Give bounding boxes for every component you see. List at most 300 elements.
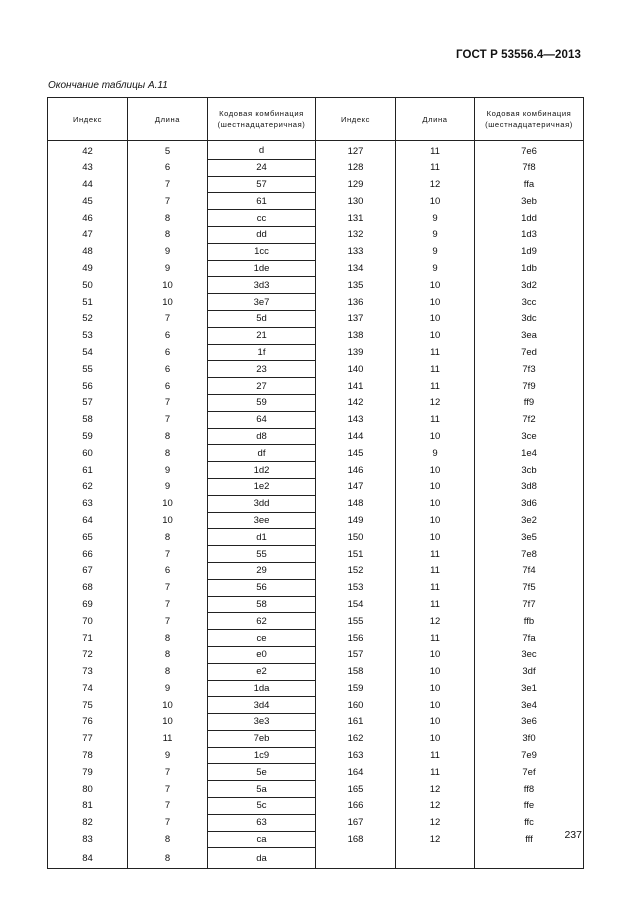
table-caption: Окончание таблицы А.11 [48,80,168,91]
table-row [48,226,584,243]
table-cell: 53 [48,327,128,344]
table-cell: 11 [396,562,475,579]
table-cell: 141 [316,378,396,395]
column-header-length: Длина [396,98,475,141]
table-cell: 129 [316,176,396,193]
table-cell: 29 [208,562,316,579]
table-cell: 3f0 [475,730,584,747]
table-row [48,596,584,613]
table-cell: 3df [475,663,584,680]
table-cell: ffb [475,613,584,630]
table-cell: 156 [316,630,396,647]
table-cell: 61 [48,462,128,479]
table-cell: 7f3 [475,361,584,378]
table-cell: 64 [208,411,316,428]
table-row [48,562,584,579]
table-row [48,478,584,495]
table-cell: 80 [48,781,128,798]
table-cell: 8 [128,831,208,848]
table-row [48,310,584,327]
table-cell: 9 [396,243,475,260]
table-cell: ffa [475,176,584,193]
table-row [48,411,584,428]
table-row [48,344,584,361]
table-row [48,378,584,395]
table-cell: 7f9 [475,378,584,395]
table-cell: 12 [396,798,475,815]
table-cell: 10 [128,697,208,714]
table-cell: 3cb [475,462,584,479]
table-cell: 143 [316,411,396,428]
table-cell: 10 [396,277,475,294]
table-cell: 8 [128,210,208,227]
table-row [48,159,584,176]
table-cell: 79 [48,764,128,781]
table-cell: 11 [396,361,475,378]
table-row [48,848,584,869]
table-cell: 12 [396,814,475,831]
table-cell: 127 [316,141,396,160]
table-cell: 11 [396,596,475,613]
column-header-length: Длина [128,98,208,141]
table-cell: 9 [128,747,208,764]
table-row [48,730,584,747]
table-cell: 10 [396,714,475,731]
table-cell: 135 [316,277,396,294]
table-cell: 155 [316,613,396,630]
table-row [48,394,584,411]
table-cell: 10 [396,495,475,512]
table-cell: 167 [316,814,396,831]
table-row [48,697,584,714]
table-cell: 1d9 [475,243,584,260]
table-cell: 42 [48,141,128,160]
table-cell: 3d3 [208,277,316,294]
table-cell: 59 [208,394,316,411]
table-cell: 44 [48,176,128,193]
table-cell: 47 [48,226,128,243]
table-cell: 52 [48,310,128,327]
table-header-row [48,98,584,141]
table-cell [316,848,396,869]
table-cell: 7 [128,613,208,630]
table-cell: 5 [128,141,208,160]
table-cell: 3ea [475,327,584,344]
table-cell: 150 [316,529,396,546]
table-cell: 6 [128,344,208,361]
table-cell: 1da [208,680,316,697]
table-cell: 58 [208,596,316,613]
table-cell: 23 [208,361,316,378]
table-cell: 7 [128,798,208,815]
table-cell: 12 [396,613,475,630]
table-cell: 75 [48,697,128,714]
table-cell: 12 [396,781,475,798]
table-cell: 63 [48,495,128,512]
table-cell: 6 [128,159,208,176]
table-cell: 11 [396,344,475,361]
table-cell: 58 [48,411,128,428]
table-cell: 46 [48,210,128,227]
table-cell: 144 [316,428,396,445]
table-cell: 132 [316,226,396,243]
table-cell: 8 [128,663,208,680]
table-cell: 1d3 [475,226,584,243]
table-cell: 10 [128,512,208,529]
table-cell: 8 [128,445,208,462]
table-cell: 133 [316,243,396,260]
table-cell: 10 [128,714,208,731]
table-cell: 162 [316,730,396,747]
table-cell [396,848,475,869]
table-cell: 134 [316,260,396,277]
table-cell: 3d8 [475,478,584,495]
table-cell: 50 [48,277,128,294]
table-cell: 43 [48,159,128,176]
table-cell: 3e1 [475,680,584,697]
table-cell: 10 [396,327,475,344]
table-cell: 55 [208,546,316,563]
table-cell: 151 [316,546,396,563]
table-cell: da [208,848,316,869]
table-cell [475,848,584,869]
table-cell: 7e9 [475,747,584,764]
table-row [48,579,584,596]
table-cell: 9 [128,243,208,260]
table-cell: 10 [128,294,208,311]
table-cell: 3e7 [208,294,316,311]
table-cell: 7 [128,579,208,596]
table-cell: 154 [316,596,396,613]
table-cell: 11 [396,159,475,176]
table-cell: 10 [396,193,475,210]
table-cell: 1f [208,344,316,361]
table-cell: 140 [316,361,396,378]
table-cell: 10 [396,680,475,697]
table-cell: 5d [208,310,316,327]
table-cell: 56 [208,579,316,596]
table-cell: 7ef [475,764,584,781]
table-cell: 45 [48,193,128,210]
table-cell: 7f5 [475,579,584,596]
table-row [48,529,584,546]
table-cell: 1de [208,260,316,277]
table-cell: ff8 [475,781,584,798]
table-cell: ffe [475,798,584,815]
table-cell: df [208,445,316,462]
table-cell: 3dc [475,310,584,327]
table-row [48,613,584,630]
table-cell: 7f7 [475,596,584,613]
table-cell: 64 [48,512,128,529]
table-cell: 9 [396,260,475,277]
table-cell: 3e4 [475,697,584,714]
table-cell: dd [208,226,316,243]
table-cell: 71 [48,630,128,647]
table-cell: e2 [208,663,316,680]
table-cell: 145 [316,445,396,462]
table-cell: 7 [128,394,208,411]
table-cell: 148 [316,495,396,512]
table-cell: 6 [128,327,208,344]
table-cell: 136 [316,294,396,311]
table-cell: 12 [396,831,475,848]
table-cell: 1cc [208,243,316,260]
table-cell: 7 [128,176,208,193]
table-cell: 81 [48,798,128,815]
table-cell: 7 [128,411,208,428]
table-row [48,243,584,260]
table-cell: 163 [316,747,396,764]
table-cell: 5a [208,781,316,798]
table-cell: 7 [128,193,208,210]
table-cell: 56 [48,378,128,395]
table-cell: 77 [48,730,128,747]
table-cell: 21 [208,327,316,344]
table-cell: 7 [128,814,208,831]
table-cell: 49 [48,260,128,277]
table-cell: 7fa [475,630,584,647]
table-cell: 7eb [208,730,316,747]
table-cell: 149 [316,512,396,529]
table-cell: 7f4 [475,562,584,579]
column-header-code: Кодовая комбинация (шестнадцатеричная) [475,98,584,141]
table-cell: 7f2 [475,411,584,428]
table-cell: d1 [208,529,316,546]
table-cell: 157 [316,646,396,663]
table-cell: 3d6 [475,495,584,512]
table-cell: 5e [208,764,316,781]
table-cell: 83 [48,831,128,848]
table-body [48,141,584,869]
table-cell: 3e5 [475,529,584,546]
table-cell: 11 [396,141,475,160]
table-cell: 11 [128,730,208,747]
table-cell: 54 [48,344,128,361]
table-cell: 11 [396,378,475,395]
table-cell: 10 [396,462,475,479]
table-cell: 1dd [475,210,584,227]
table-cell: 7 [128,596,208,613]
table-cell: 84 [48,848,128,869]
table-row [48,193,584,210]
table-cell: 8 [128,848,208,869]
table-row [48,495,584,512]
table-cell: 57 [208,176,316,193]
table-cell: 3e3 [208,714,316,731]
table-cell: 78 [48,747,128,764]
table-row [48,764,584,781]
table-row [48,141,584,160]
table-cell: 8 [128,630,208,647]
table-cell: 10 [396,697,475,714]
table-cell: 82 [48,814,128,831]
table-cell: 55 [48,361,128,378]
table-row [48,663,584,680]
table-cell: 10 [128,277,208,294]
table-cell: 9 [396,445,475,462]
table-cell: 164 [316,764,396,781]
column-header-code: Кодовая комбинация (шестнадцатеричная) [208,98,316,141]
table-cell: 7ed [475,344,584,361]
table-cell: 62 [48,478,128,495]
table-cell: cc [208,210,316,227]
table-cell: 7 [128,764,208,781]
table-cell: 65 [48,529,128,546]
table-cell: 131 [316,210,396,227]
table-cell: 3e6 [475,714,584,731]
table-row [48,210,584,227]
table-row [48,747,584,764]
table-cell: 3dd [208,495,316,512]
table-cell: 62 [208,613,316,630]
table-cell: 48 [48,243,128,260]
table-row [48,176,584,193]
table-cell: 24 [208,159,316,176]
table-cell: 9 [128,680,208,697]
table-cell: 9 [128,478,208,495]
table-cell: 3d2 [475,277,584,294]
table-cell: 159 [316,680,396,697]
table-cell: 6 [128,562,208,579]
table-cell: 1c9 [208,747,316,764]
table-row [48,512,584,529]
table-cell: 67 [48,562,128,579]
table-cell: 70 [48,613,128,630]
table-cell: 1e2 [208,478,316,495]
table-cell: 168 [316,831,396,848]
table-cell: 3ee [208,512,316,529]
table-cell: 9 [128,260,208,277]
table-cell: 10 [396,730,475,747]
table-cell: ca [208,831,316,848]
table-cell: 11 [396,764,475,781]
table-cell: 3cc [475,294,584,311]
table-cell: 146 [316,462,396,479]
table-cell: fff [475,831,584,848]
table-row [48,680,584,697]
table-cell: 138 [316,327,396,344]
table-row [48,831,584,848]
table-cell: 10 [396,294,475,311]
table-cell: 160 [316,697,396,714]
table-cell: 152 [316,562,396,579]
table-row [48,630,584,647]
table-cell: 139 [316,344,396,361]
table-cell: 61 [208,193,316,210]
table-cell: 3ce [475,428,584,445]
table-cell: 166 [316,798,396,815]
table-cell: 6 [128,361,208,378]
table-cell: 63 [208,814,316,831]
table-cell: d [208,141,316,160]
table-cell: 130 [316,193,396,210]
table-cell: 73 [48,663,128,680]
table-cell: 10 [396,663,475,680]
table-cell: 8 [128,428,208,445]
table-row [48,428,584,445]
table-cell: ff9 [475,394,584,411]
table-cell: e0 [208,646,316,663]
table-cell: 3ec [475,646,584,663]
table-cell: 3d4 [208,697,316,714]
table-cell: d8 [208,428,316,445]
table-cell: 68 [48,579,128,596]
table-row [48,294,584,311]
table-cell: 8 [128,226,208,243]
table-cell: ce [208,630,316,647]
table-cell: 10 [396,646,475,663]
table-cell: 10 [396,478,475,495]
table-row [48,646,584,663]
table-cell: 11 [396,630,475,647]
table-cell: 51 [48,294,128,311]
table-cell: 7 [128,310,208,327]
table-cell: 11 [396,747,475,764]
table-cell: 7e6 [475,141,584,160]
table-cell: 8 [128,646,208,663]
table-cell: 10 [396,529,475,546]
table-row [48,546,584,563]
table-cell: 142 [316,394,396,411]
table-cell: 6 [128,378,208,395]
table-cell: 3eb [475,193,584,210]
table-cell: 7f8 [475,159,584,176]
table-cell: 1db [475,260,584,277]
table-cell: 76 [48,714,128,731]
table-cell: 161 [316,714,396,731]
table-row [48,814,584,831]
standard-number: ГОСТ Р 53556.4—2013 [456,49,581,61]
table-row [48,781,584,798]
table-cell: 7 [128,781,208,798]
table-cell: 10 [396,428,475,445]
table-cell: 11 [396,579,475,596]
table-cell: 1d2 [208,462,316,479]
table-row [48,260,584,277]
table-cell: 27 [208,378,316,395]
table-cell: 12 [396,176,475,193]
table-cell: 128 [316,159,396,176]
table-row [48,277,584,294]
table-row [48,327,584,344]
table-cell: 158 [316,663,396,680]
table-cell: 3e2 [475,512,584,529]
table-cell: 1e4 [475,445,584,462]
table-cell: 8 [128,529,208,546]
table-cell: 57 [48,394,128,411]
column-header-index: Индекс [48,98,128,141]
table-row [48,798,584,815]
code-table [47,97,584,869]
table-cell: 9 [396,210,475,227]
table-cell: 5c [208,798,316,815]
table-cell: 74 [48,680,128,697]
table-cell: 10 [396,310,475,327]
column-header-index: Индекс [316,98,396,141]
table-cell: 9 [396,226,475,243]
table-cell: 72 [48,646,128,663]
table-cell: 10 [128,495,208,512]
table-cell: 7e8 [475,546,584,563]
table-row [48,714,584,731]
table-cell: 165 [316,781,396,798]
table-cell: 12 [396,394,475,411]
table-cell: 7 [128,546,208,563]
page-number: 237 [564,829,582,841]
table-cell: 66 [48,546,128,563]
table-cell: 11 [396,546,475,563]
